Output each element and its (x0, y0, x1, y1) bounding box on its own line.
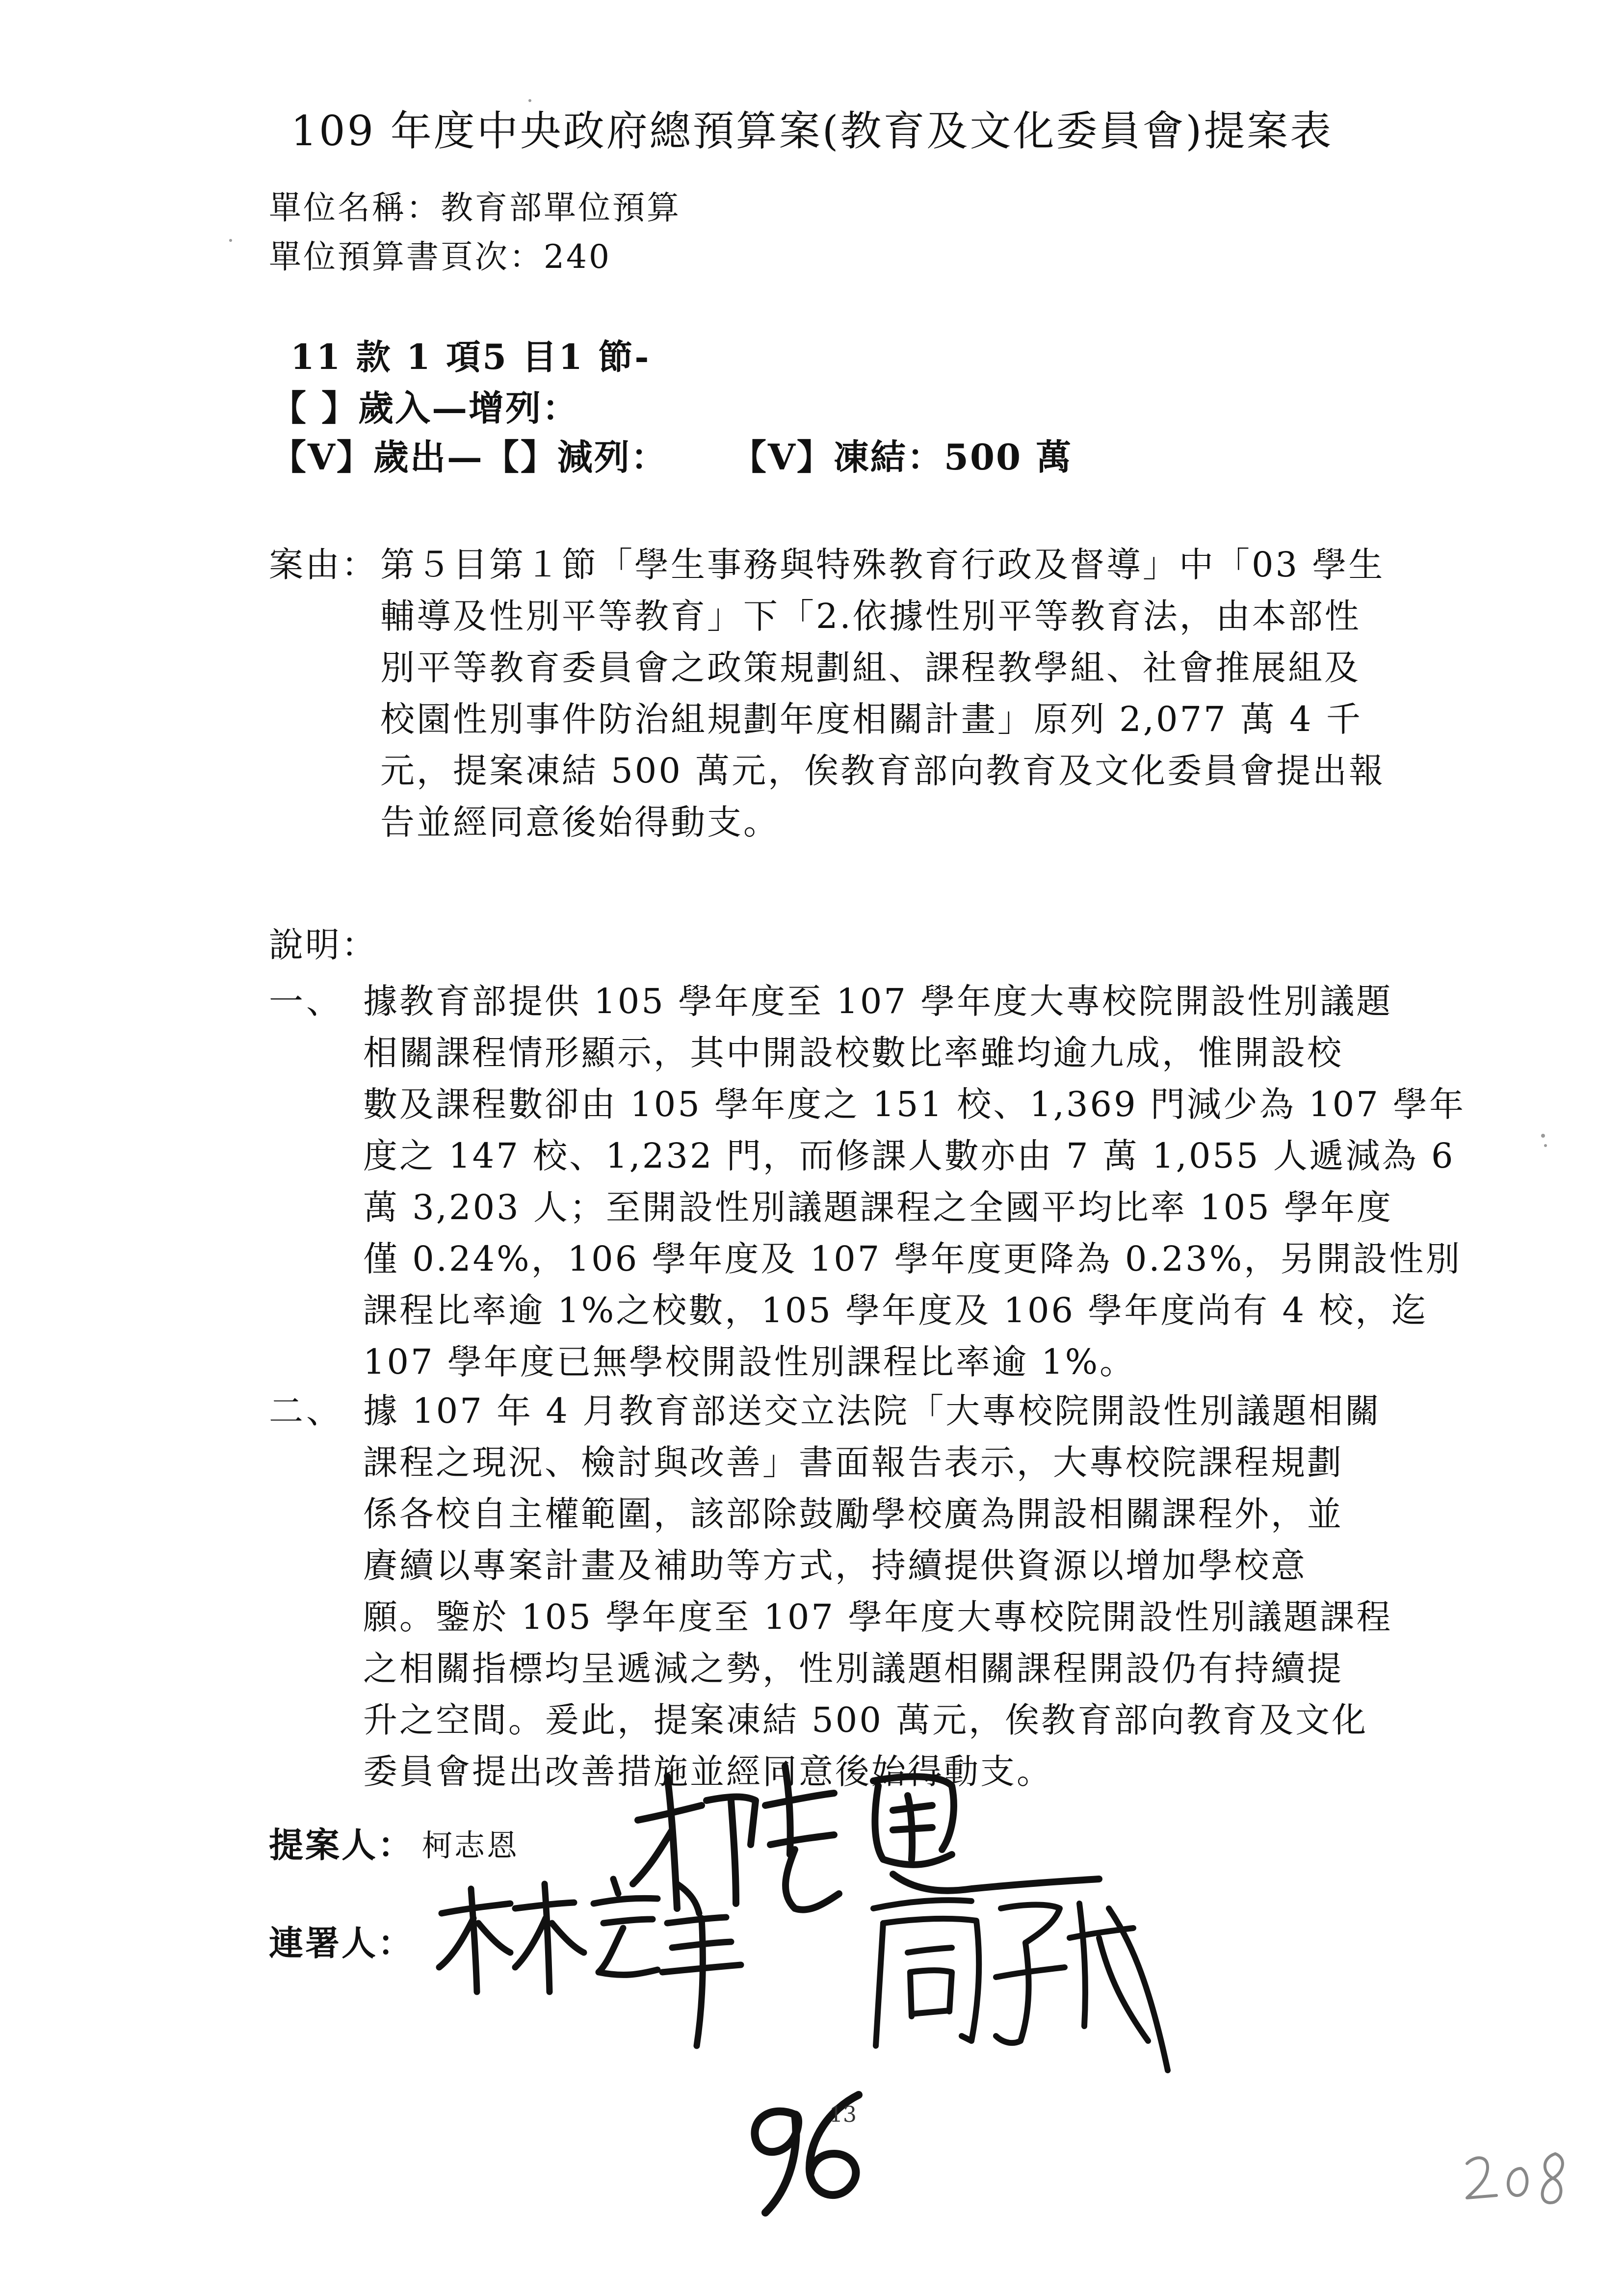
proposer-label: 提案人： (269, 1825, 414, 1865)
section-code: 11 款 1 項5 目1 節- (290, 337, 651, 377)
item-line: 賡續以專案計畫及補助等方式，持續提供資源以增加學校意 (363, 1545, 1307, 1586)
item-line: 願。鑒於 105 學年度至 107 學年度大專校院開設性別議題課程 (363, 1597, 1393, 1637)
case-label: 案由： (269, 545, 378, 585)
item-line: 據教育部提供 105 學年度至 107 學年度大專校院開設性別議題 (363, 981, 1393, 1021)
case-line: 輔導及性別平等教育」下「2.依據性別平等教育法，由本部性 (380, 596, 1361, 636)
cosigner-label: 連署人： (269, 1923, 414, 1963)
item-line: 升之空間。爰此，提案凍結 500 萬元，俟教育部向教育及文化 (363, 1700, 1368, 1740)
item-number: 二、 (269, 1391, 343, 1431)
case-line: 第５目第１節「學生事務與特殊教育行政及督導」中「03 學生 (380, 545, 1385, 585)
proposer-name: 柯志恩 (422, 1827, 520, 1863)
explanation-label: 說明： (269, 925, 378, 965)
item-line: 係各校自主權範圍，該部除鼓勵學校廣為開設相關課程外，並 (363, 1494, 1343, 1534)
item-number: 一、 (269, 981, 343, 1021)
item-line: 委員會提出改善措施並經同意後始得動支。 (363, 1751, 1053, 1792)
item-line: 僅 0.24%，106 學年度及 107 學年度更降為 0.23%，另開設性別 (363, 1239, 1462, 1279)
item-line: 數及課程數卻由 105 學年度之 151 校、1,369 門減少為 107 學年 (363, 1084, 1466, 1124)
item-line: 107 學年度已無學校開設性別課程比率逾 1%。 (363, 1342, 1136, 1382)
item-line: 度之 147 校、1,232 門，而修課人數亦由 7 萬 1,055 人遞減為 6 (363, 1136, 1455, 1176)
unit-name: 單位名稱：教育部單位預算 (269, 189, 681, 227)
freeze-amount: 【V】凍結：500 萬 (731, 436, 1073, 478)
budget-page-number: 單位預算書頁次：240 (269, 238, 611, 276)
small-page-number: 13 (829, 2102, 857, 2127)
item-line: 萬 3,203 人；至開設性別議題課程之全國平均比率 105 學年度 (363, 1187, 1393, 1227)
expense-line: 【V】歲出—【】減列： (271, 436, 668, 478)
case-line: 校園性別事件防治組規劃年度相關計畫」原列 2,077 萬 4 千 (380, 699, 1362, 739)
case-line: 別平等教育委員會之政策規劃組、課程教學組、社會推展組及 (380, 648, 1361, 688)
case-line: 元，提案凍結 500 萬元，俟教育部向教育及文化委員會提出報 (380, 751, 1386, 791)
item-line: 課程比率逾 1%之校數，105 學年度及 106 學年度尚有 4 校，迄 (363, 1290, 1428, 1331)
item-line: 之相關指標均呈遞減之勢，性別議題相關課程開設仍有持續提 (363, 1648, 1343, 1689)
item-line: 據 107 年 4 月教育部送交立法院「大專校院開設性別議題相關 (363, 1391, 1382, 1431)
case-line: 告並經同意後始得動支。 (380, 802, 780, 842)
item-line: 課程之現況、檢討與改善」書面報告表示，大專校院課程規劃 (363, 1442, 1343, 1483)
document-title: 109 年度中央政府總預算案(教育及文化委員會)提案表 (290, 107, 1334, 155)
item-line: 相關課程情形顯示，其中開設校數比率雖均逾九成，惟開設校 (363, 1033, 1343, 1073)
revenue-line: 【 】歲入—增列： (271, 387, 579, 429)
